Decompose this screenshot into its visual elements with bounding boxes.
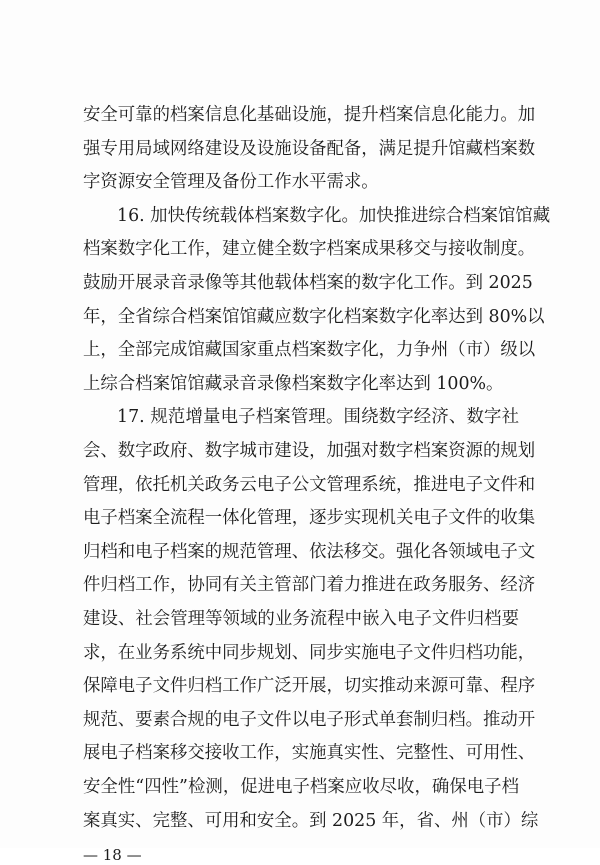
text-line: 强专用局域网络建设及设施设备配备，满足提升馆藏档案数 <box>83 138 536 159</box>
text-line: 鼓励开展录音录像等其他载体档案的数字化工作。到 2025 <box>83 273 533 293</box>
text-line: 保障电子文件归档工作广泛开展，切实推动来源可靠、程序 <box>83 676 536 697</box>
text-line: 档案数字化工作，建立健全数字档案成果移交与接收制度。 <box>83 239 536 260</box>
text-line: 归档和电子档案的规范管理、依法移交。强化各领域电子文 <box>83 541 536 562</box>
text-line: 电子档案全流程一体化管理，逐步实现机关电子文件的收集 <box>83 508 536 529</box>
text-line: 建设、社会管理等领域的业务流程中嵌入电子文件归档要 <box>83 609 519 629</box>
text-line: 展电子档案移交接收工作，实施真实性、完整性、可用性、 <box>83 743 536 764</box>
text-line: 安全可靠的档案信息化基础设施，提升档案信息化能力。加 <box>83 105 536 125</box>
text-line: 上，全部完成馆藏国家重点档案数字化，力争州（市）级以 <box>83 340 536 361</box>
text-line: 求，在业务系统中同步规划、同步实施电子文件归档功能， <box>83 642 536 663</box>
text-line: 案真实、完整、可用和安全。到 2025 年，省、州（市）综 <box>83 810 539 831</box>
page-number: — 18 — <box>83 846 142 865</box>
text-line: 17. 规范增量电子档案管理。围绕数字经济、数字社 <box>117 407 519 428</box>
text-line: 规范、要素合规的电子文件以电子形式单套制归档。推动开 <box>83 709 536 730</box>
text-line: 年，全省综合档案馆馆藏应数字化档案数字化率达到 80%以 <box>83 306 545 327</box>
text-line: 16. 加快传统载体档案数字化。加快推进综合档案馆馆藏 <box>117 205 551 226</box>
text-line: 会、数字政府、数字城市建设，加强对数字档案资源的规划 <box>83 441 536 461</box>
text-line: 管理，依托机关政务云电子公文管理系统，推进电子文件和 <box>83 474 536 495</box>
text-line: 字资源安全管理及备份工作水平需求。 <box>83 172 379 193</box>
text-line: 安全性“四性”检测，促进电子档案应收尽收，确保电子档 <box>83 777 519 797</box>
text-line: 上综合档案馆馆藏录音录像档案数字化率达到 100%。 <box>83 373 504 394</box>
text-line: 件归档工作，协同有关主管部门着力推进在政务服务、经济 <box>83 575 536 596</box>
